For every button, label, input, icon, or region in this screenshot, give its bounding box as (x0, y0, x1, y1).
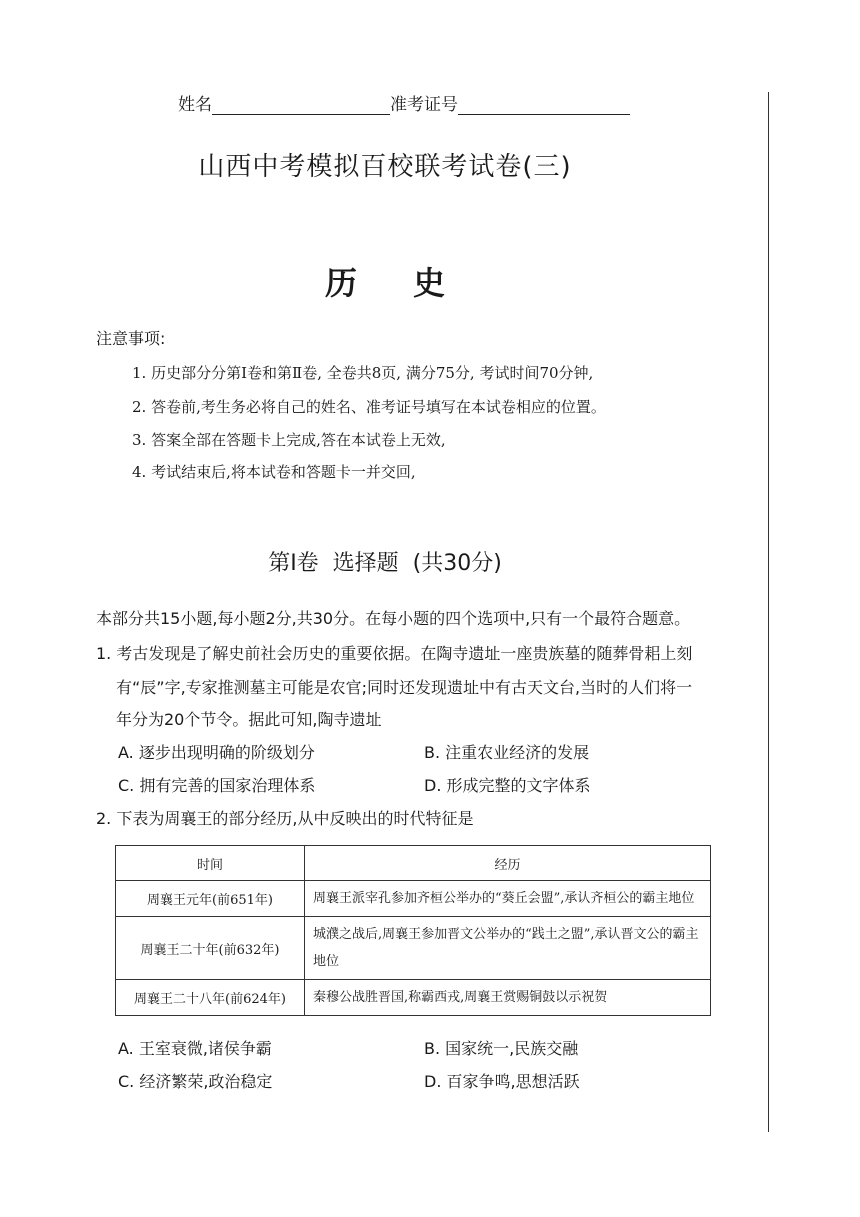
id-label: 准考证号 (390, 95, 458, 115)
q1-stem-line: 年分为20个节令。据此可知,陶寺遗址 (116, 710, 382, 729)
candidate-info-line (178, 90, 630, 115)
table-cell-event: 周襄王派宰孔参加齐桓公举办的“葵丘会盟”,承认齐桓公的霸主地位 (305, 881, 711, 917)
q2-table (115, 845, 711, 1016)
notice-title: 注意事项: (96, 329, 166, 348)
table-row (116, 980, 711, 1016)
table-header-time: 时间 (116, 846, 305, 881)
table-row (116, 881, 711, 917)
table-cell-event: 秦穆公战胜晋国,称霸西戎,周襄王赏赐铜鼓以示祝贺 (305, 980, 711, 1016)
table-cell-time: 周襄王二十八年(前624年) (116, 980, 305, 1016)
binding-margin-line (768, 92, 769, 1132)
subject-title: 历史 (324, 264, 501, 302)
q2-option-d[interactable]: D. 百家争鸣,思想活跃 (424, 1072, 580, 1091)
q2-option-a[interactable]: A. 王室衰微,诸侯争霸 (118, 1039, 272, 1058)
name-label: 姓名 (178, 95, 212, 115)
notice-item: 4. 考试结束后,将本试卷和答题卡一并交回, (132, 463, 416, 481)
table-header-event: 经历 (305, 846, 711, 881)
q1-option-b[interactable]: B. 注重农业经济的发展 (424, 743, 590, 762)
notice-item: 3. 答案全部在答题卡上完成,答在本试卷上无效, (132, 431, 446, 449)
q2-stem: 2. 下表为周襄王的部分经历,从中反映出的时代特征是 (96, 809, 474, 828)
notice-item: 2. 答卷前,考生务必将自己的姓名、准考证号填写在本试卷相应的位置。 (132, 398, 606, 416)
table-cell-time: 周襄王二十年(前632年) (116, 917, 305, 980)
notice-item: 1. 历史部分分第Ⅰ卷和第Ⅱ卷, 全卷共8页, 满分75分, 考试时间70分钟, (132, 364, 594, 382)
q2-option-c[interactable]: C. 经济繁荣,政治稳定 (118, 1072, 273, 1091)
exam-title: 山西中考模拟百校联考试卷(三) (198, 152, 572, 182)
table-cell-event: 城濮之战后,周襄王参加晋文公举办的“践土之盟”,承认晋文公的霸主地位 (305, 917, 711, 980)
section-title: 第Ⅰ卷 选择题 (共30分) (268, 551, 502, 576)
id-blank[interactable] (458, 92, 630, 115)
q1-stem-line: 有“辰”字,专家推测墓主可能是农官;同时还发现遗址中有古天文台,当时的人们将一 (116, 678, 693, 697)
table-header-row (116, 846, 711, 881)
q1-option-c[interactable]: C. 拥有完善的国家治理体系 (118, 776, 316, 795)
q1-option-a[interactable]: A. 逐步出现明确的阶级划分 (118, 743, 315, 762)
section-instructions: 本部分共15小题,每小题2分,共30分。在每小题的四个选项中,只有一个最符合题意。 (96, 609, 691, 628)
q2-option-b[interactable]: B. 国家统一,民族交融 (424, 1039, 579, 1058)
q1-option-d[interactable]: D. 形成完整的文字体系 (424, 776, 591, 795)
q1-stem-line: 1. 考古发现是了解史前社会历史的重要依据。在陶寺遗址一座贵族墓的随葬骨耜上刻 (96, 644, 693, 663)
table-row (116, 917, 711, 980)
table-cell-time: 周襄王元年(前651年) (116, 881, 305, 917)
name-blank[interactable] (212, 92, 390, 115)
